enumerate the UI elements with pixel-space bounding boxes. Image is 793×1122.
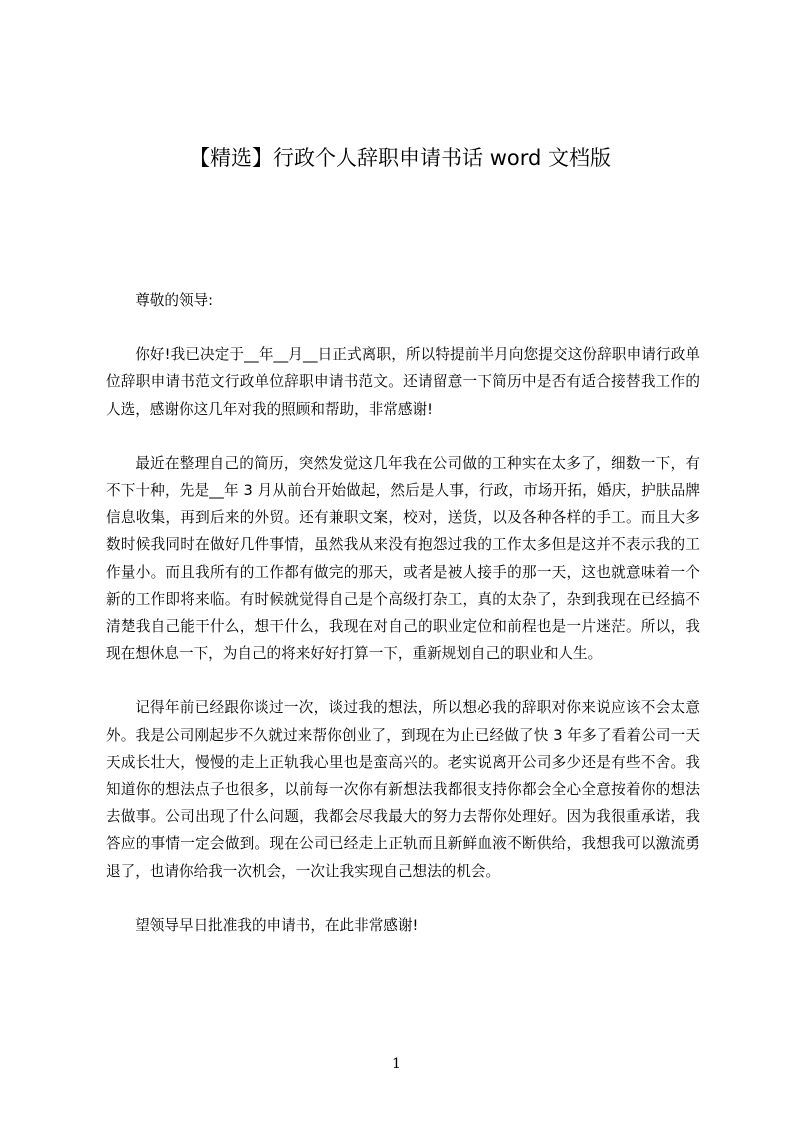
closing-line: 望领导早日批准我的申请书，在此非常感谢!: [135, 916, 419, 934]
page-number: 1: [392, 1056, 401, 1072]
paragraph-work-history: 最近在整理自己的简历，突然发觉这几年我在公司做的工种实在太多了，细数一下，有不下十种，先是__年 3 月从前台开始做起，然后是人事，行政，市场开拓，婚庆，护肤品牌信息收集，再到后来的外贸。还有兼职文案，校对，送货，以及各种各样的手工。而且大多数时候我同时在做好几件事情，虽然我从来没有抱怨过我的工作太多但是这并不表示我的工作量小。而且我所有的工作都有做完的那天，或者是被人接手的那一天，这也就意味着一个新的工作即将来临。有时候就觉得自己是个高级打杂工，真的太杂了，杂到我现在已经搞不清楚我自己能干什么，想干什么，我现在对自己的职业定位和前程也是一片迷茫。所以，我现在想休息一下，为自己的将来好好打算一下，重新规划自己的职业和人生。: [106, 454, 700, 663]
document-body: [106, 287, 700, 939]
paragraph-greeting: 你好!我已决定于__年__月__日正式离职，所以特提前半月向您提交这份辞职申请行政单位辞职申请书范文行政单位辞职申请书范文。还请留意一下简历中是否有适合接替我工作的人选，感谢你这几年对我的照顾和帮助，非常感谢!: [106, 346, 700, 418]
paragraph-reflection: 记得年前已经跟你谈过一次，谈过我的想法，所以想必我的辞职对你来说应该不会太意外。我是公司刚起步不久就过来帮你创业了，到现在为止已经做了快 3 年多了看着公司一天天成长壮大，慢慢的走上正轨我心里也是蛮高兴的。老实说离开公司多少还是有些不舍。我知道你的想法点子也很多，以前每一次你有新想法我都很支持你都会全心全意按着你的想法去做事。公司出现了什么问题，我都会尽我最大的努力去帮你处理好。因为我很重承诺，我答应的事情一定会做到。现在公司已经走上正轨而且新鲜血液不断供给，我想我可以激流勇退了，也请你给我一次机会，一次让我实现自己想法的机会。: [106, 699, 700, 880]
salutation: 尊敬的领导:: [135, 292, 214, 309]
document-title: 【精选】行政个人辞职申请书话 word 文档版: [189, 146, 611, 170]
